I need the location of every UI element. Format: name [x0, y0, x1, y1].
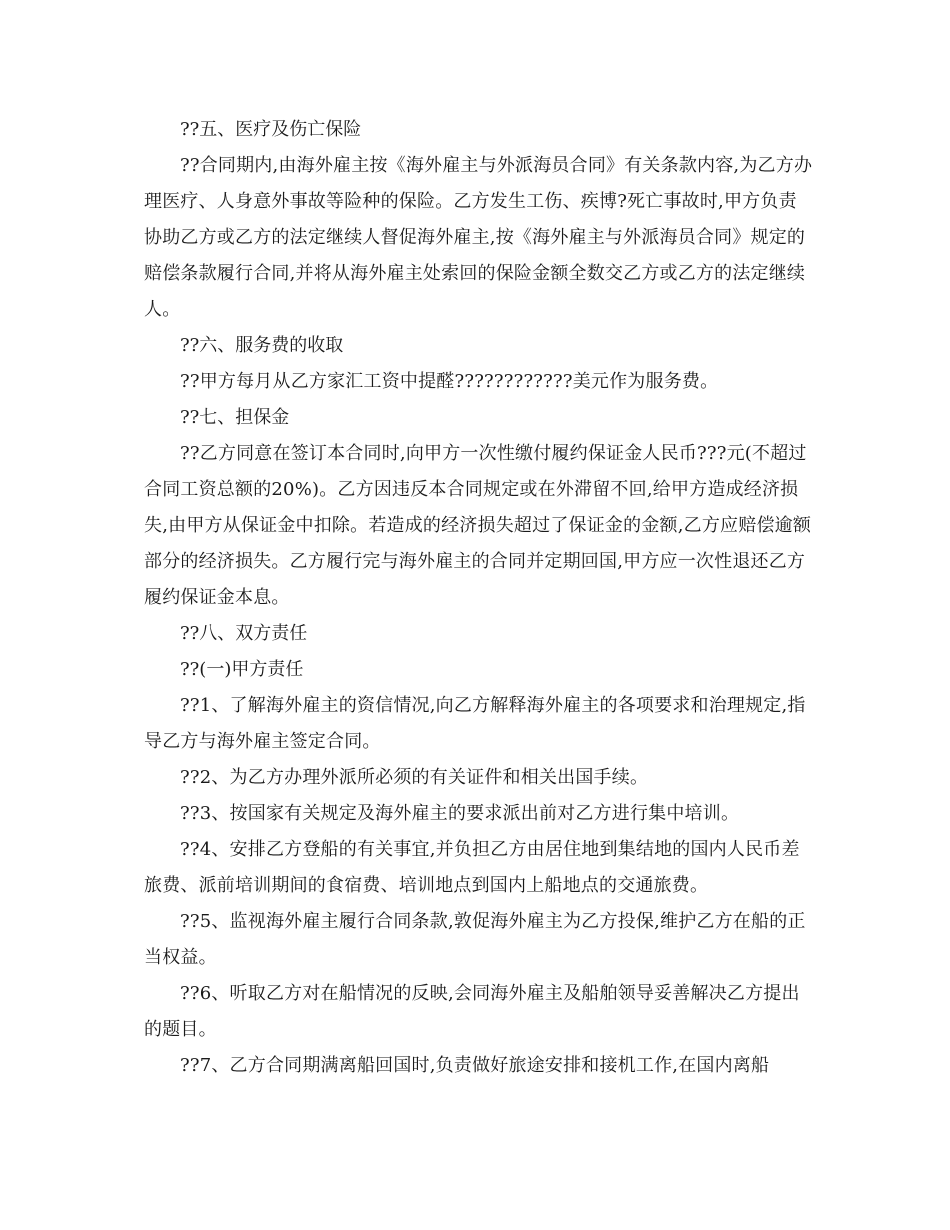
section-heading-responsibilities: ??八、双方责任	[180, 623, 308, 644]
list-item-7: ??7、乙方合同期满离船回国时,负责做好旅途安排和接机工作,在国内离船	[180, 1055, 770, 1076]
section-heading-service-fee: ??六、服务费的收取	[180, 335, 344, 356]
section-heading-guarantee-deposit: ??七、担保金	[180, 407, 290, 428]
paragraph-service-fee: ??甲方每月从乙方家汇工资中提醛????????????美元作为服务费。	[180, 371, 719, 392]
list-item-3: ??3、按国家有关规定及海外雇主的要求派出前对乙方进行集中培训。	[180, 803, 740, 824]
paragraph-medical-insurance: ??合同期内,由海外雇主按《海外雇主与外派海员合同》有关条款内容,为乙方办理医疗、人身意外事故等险种的保险。乙方发生工伤、疾博?死亡事故时,甲方负责协助乙方或乙方的法定继续人督促海外雇主,按《海外雇主与外派海员合同》规定的赔偿条款履行合同,并将从海外雇主处索回的保险金额全数交乙方或乙方的法定继续人。	[144, 155, 813, 320]
list-item-5: ??5、监视海外雇主履行合同条款,敦促海外雇主为乙方投保,维护乙方在船的正当权益。	[144, 911, 806, 968]
section-heading-medical-insurance: ??五、医疗及伤亡保险	[180, 119, 362, 140]
list-item-6: ??6、听取乙方对在船情况的反映,会同海外雇主及船舶领导妥善解决乙方提出的题目。	[144, 983, 800, 1040]
subsection-heading-party-a: ??(一)甲方责任	[180, 659, 304, 680]
paragraph-guarantee-deposit: ??乙方同意在签订本合同时,向甲方一次性缴付履约保证金人民币???元(不超过合同工资总额的20%)。乙方因违反本合同规定或在外滞留不回,给甲方造成经济损失,由甲方从保证金中扣除。若造成的经济损失超过了保证金的金额,乙方应赔偿逾额部分的经济损失。乙方履行完与海外雇主的合同并定期回国,甲方应一次性退还乙方履约保证金本息。	[144, 443, 812, 608]
list-item-1: ??1、了解海外雇主的资信情况,向乙方解释海外雇主的各项要求和治理规定,指导乙方与海外雇主签定合同。	[144, 695, 806, 752]
document-body	[144, 112, 814, 1084]
list-item-4: ??4、安排乙方登船的有关事宜,并负担乙方由居住地到集结地的国内人民币差旅费、派前培训期间的食宿费、培训地点到国内上船地点的交通旅费。	[144, 839, 800, 896]
list-item-2: ??2、为乙方办理外派所必须的有关证件和相关出国手续。	[180, 767, 649, 788]
